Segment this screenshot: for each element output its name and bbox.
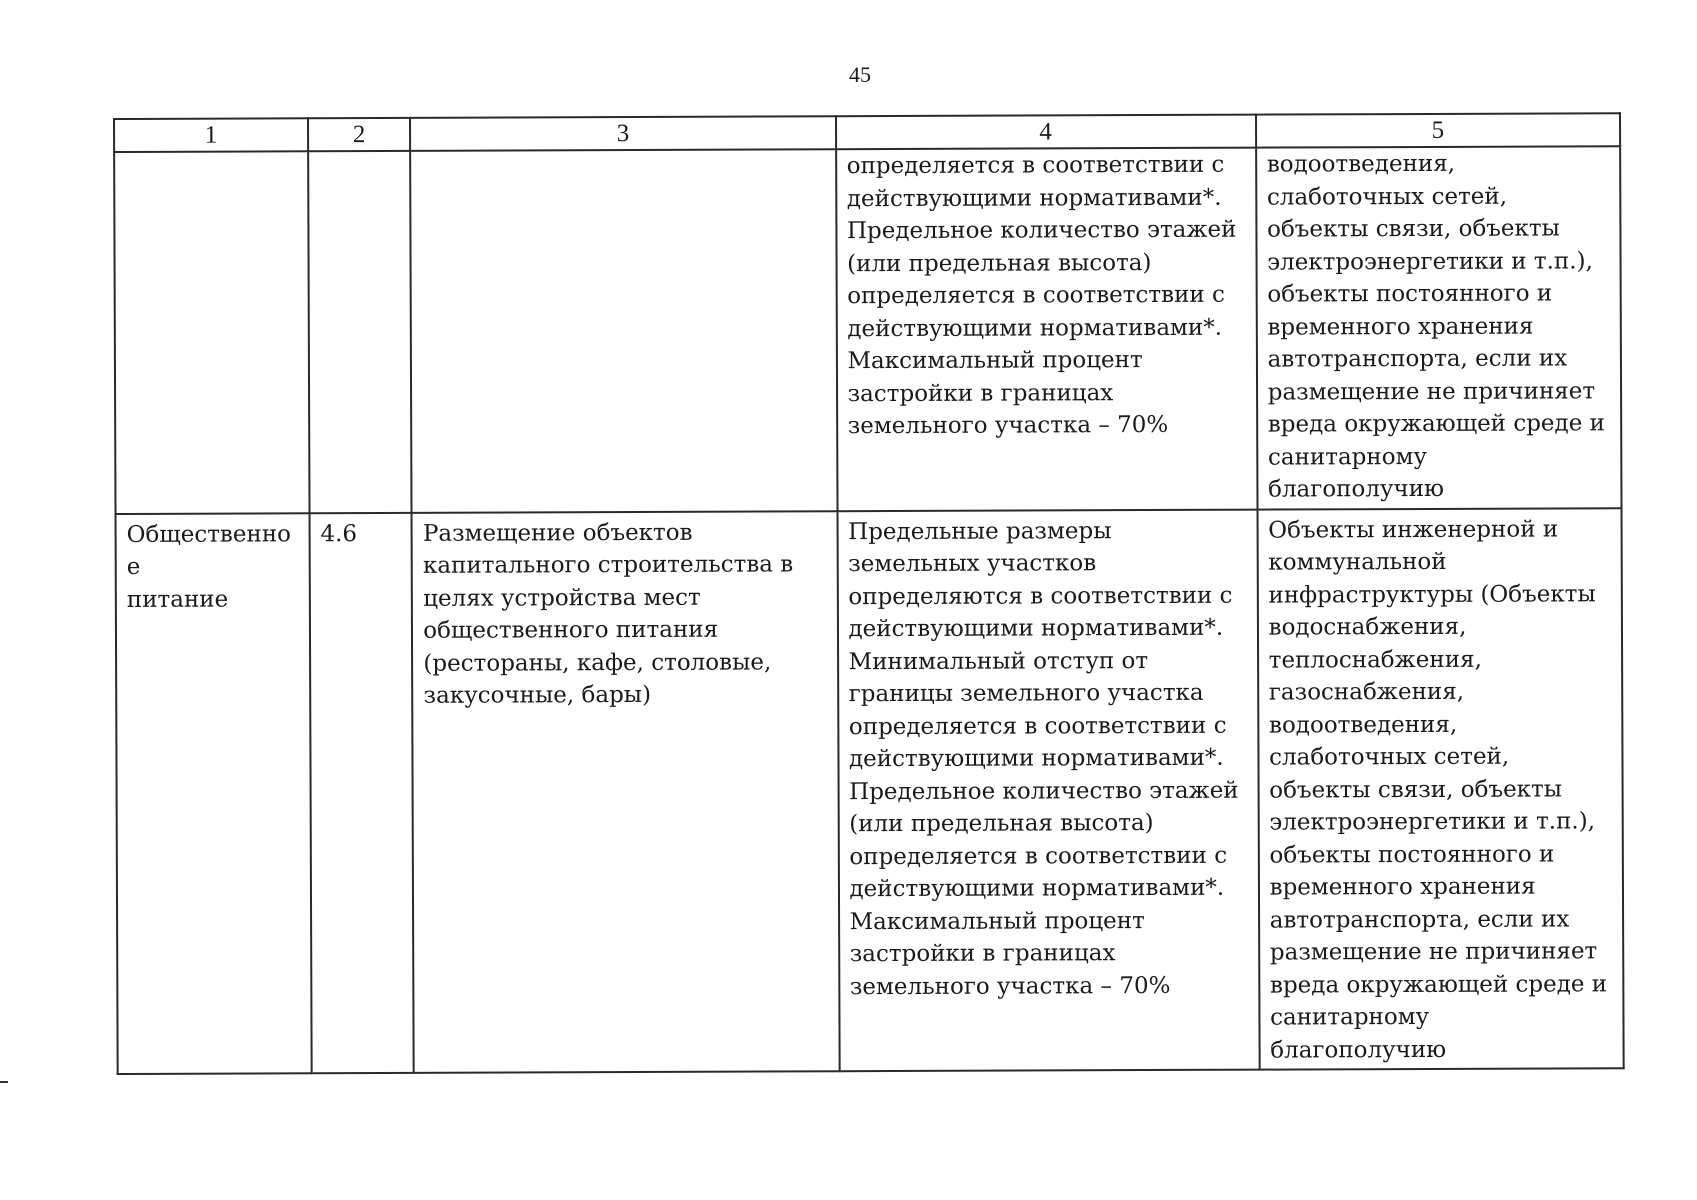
header-col-3: 3 (410, 116, 835, 151)
cell-auxiliary-objects (1257, 508, 1624, 1070)
cell-text: водоотведения, слаботочных сетей, объекты связи, объекты электроэнергетики и т.п.), объекты постоянного и временного хранения автотранспорта, если их размещение не причиняет вреда окружающей среде и санитарному благополучию (1266, 150, 1605, 503)
cell-auxiliary-objects (1256, 146, 1622, 509)
cell-land-use-type (114, 151, 309, 513)
cell-description (410, 149, 837, 512)
cell-code (309, 512, 414, 1073)
cell-text: Объекты инженерной и коммунальной инфраструктуры (Объекты водоснабжения, теплоснабжения, газоснабжения, водоотведения, слаботочных сетей, объекты связи, объекты электроэнергетики и т.п.), объекты постоянного и временного хранения автотранспорта, если их размещение не причиняет вреда окружающей среде и санитарному благополучию (1268, 515, 1608, 1064)
cell-land-use-type (116, 513, 312, 1074)
cell-text: Предельные размеры земельных участков определяются в соответствии с действующими нормативами*. Минимальный отступ от границы земельного участка определяется в соответствии с действующими нормативами*. Предельное количество этажей (или предельная высота) определяется в соответствии с действующими нормативами*. Максимальный процент застройки в границах земельного участка – 70% (848, 517, 1239, 1000)
cell-parameters (837, 509, 1259, 1071)
table-row-public-catering (116, 508, 1624, 1074)
cell-description (412, 511, 839, 1073)
cell-text: Размещение объектов капитального строительства в целях устройства мест общественного питания (рестораны, кафе, столовые, закусочные, бары) (422, 519, 794, 709)
cell-code (308, 151, 412, 513)
header-col-1: 1 (114, 118, 308, 152)
table-row-continuation (114, 146, 1621, 513)
cell-parameters (836, 148, 1258, 511)
land-use-table (113, 112, 1625, 1075)
header-col-4: 4 (836, 115, 1256, 150)
header-col-5: 5 (1256, 113, 1620, 147)
page-number: 45 (849, 62, 871, 87)
cell-text (125, 156, 297, 157)
header-col-2: 2 (308, 118, 411, 151)
margin-mark (0, 1081, 8, 1083)
cell-text: определяется в соответствии с действующими нормативами*. Предельное количество этажей (или предельная высота) определяется в соответствии с действующими нормативами*. Максимальный процент застройки в границах земельного участка – 70% (846, 151, 1237, 440)
cell-text: Общественное питание (126, 520, 292, 613)
cell-text (421, 154, 824, 156)
cell-text: 4.6 (320, 520, 358, 547)
